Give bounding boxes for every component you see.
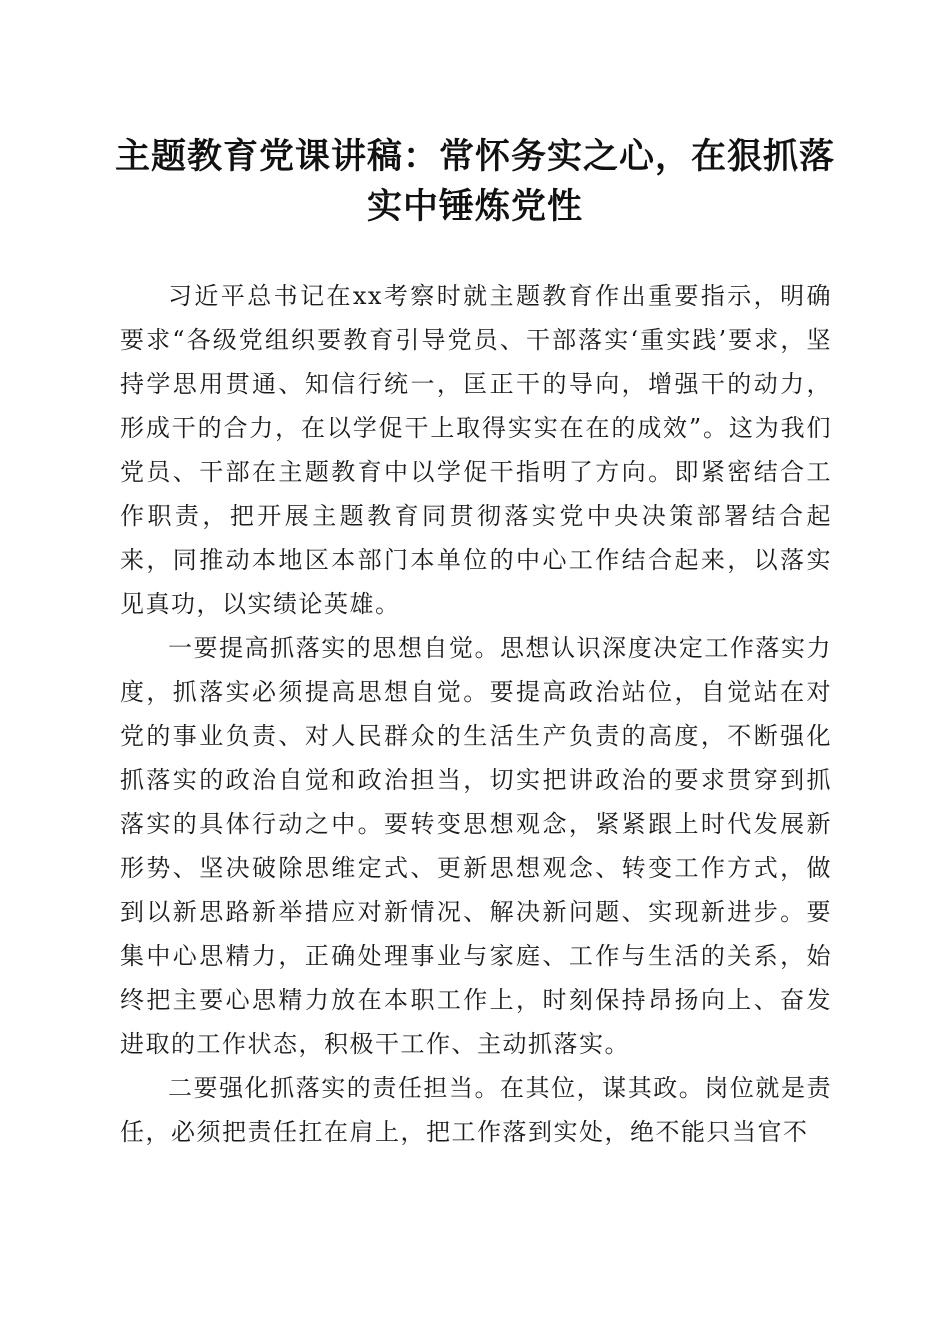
- paragraph-point-two: 二要强化抓落实的责任担当。在其位，谋其政。岗位就是责任，必须把责任扛在肩上，把工作落到实处，绝不能只当官不: [120, 1074, 832, 1146]
- document-title: 主题教育党课讲稿：常怀务实之心，在狠抓落实中锤炼党性: [114, 136, 835, 227]
- document-body: [120, 274, 832, 1154]
- paragraph-point-one: 一要提高抓落实的思想自觉。思想认识深度决定工作落实力度，抓落实必须提高思想自觉。要提高政治站位，自觉站在对党的事业负责、对人民群众的生活生产负责的高度，不断强化抓落实的政治自觉和政治担当，切实把讲政治的要求贯穿到抓落实的具体行动之中。要转变思想观念，紧紧跟上时代发展新形势、坚决破除思维定式、更新思想观念、转变工作方式，做到以新思路新举措应对新情况、解决新问题、实现新进步。要集中心思精力，正确处理事业与家庭、工作与生活的关系，始终把主要心思精力放在本职工作上，时刻保持昂扬向上、奋发进取的工作状态，积极干工作、主动抓落实。: [120, 634, 832, 1058]
- paragraph-intro: 习近平总书记在xx考察时就主题教育作出重要指示，明确要求“各级党组织要教育引导党员、干部落实‘重实践’要求，坚持学思用贯通、知信行统一，匡正干的导向，增强干的动力，形成干的合力，在以学促干上取得实实在在的成效”。这为我们党员、干部在主题教育中以学促干指明了方向。即紧密结合工作职责，把开展主题教育同贯彻落实党中央决策部署结合起来，同推动本地区本部门本单位的中心工作结合起来，以落实见真功，以实绩论英雄。: [120, 282, 832, 618]
